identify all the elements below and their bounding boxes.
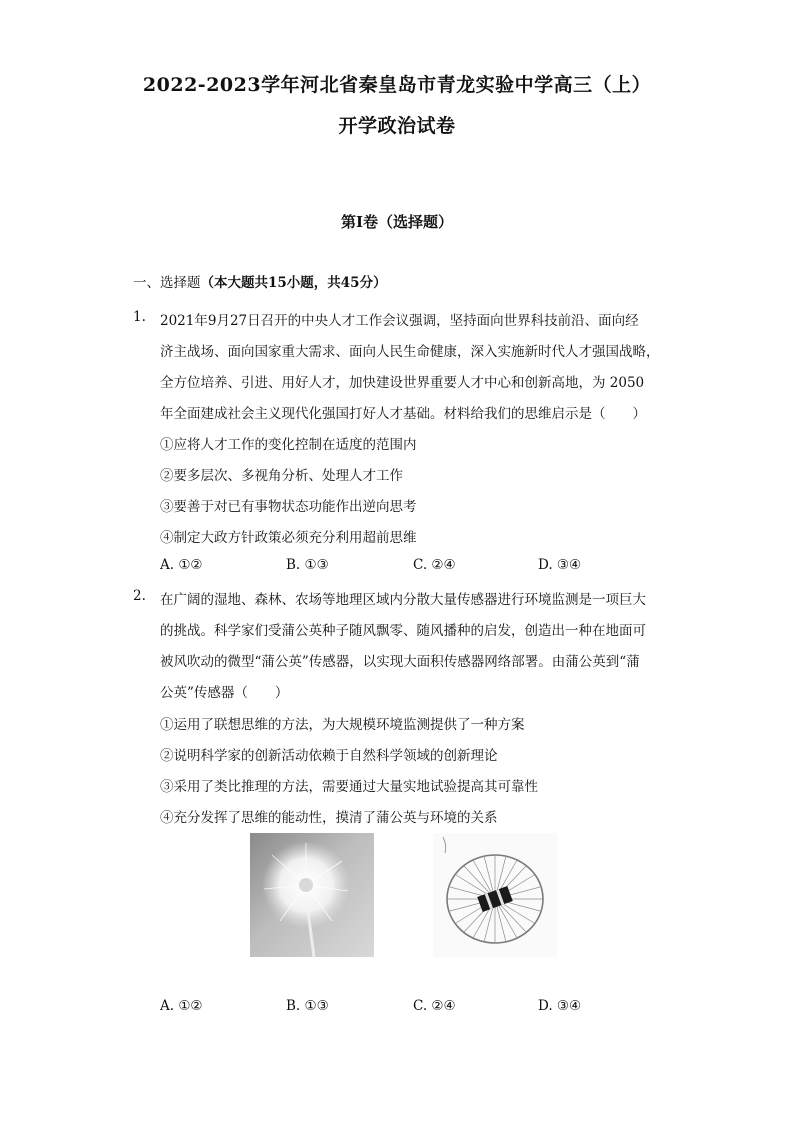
choice-a[interactable]: A. ①② [160,557,203,573]
question-2-statement: ②说明科学家的创新活动依赖于自然科学领域的创新理论 [160,748,498,764]
choice-c[interactable]: C. ②④ [413,998,456,1014]
choice-d[interactable]: D. ③④ [538,557,582,573]
choice-a[interactable]: A. ①② [160,998,203,1014]
question-2-line: 公英”传感器（ ） [160,685,289,701]
exam-title-line2: 开学政治试卷 [338,115,456,137]
part-header [133,271,387,291]
question-1-line: 年全面建成社会主义现代化强国打好人才基础。材料给我们的思维启示是（ ） [160,406,646,422]
question-1-line: 2021年9月27日召开的中央人才工作会议强调，坚持面向世界科技前沿、面向经 [160,313,639,329]
exam-title-line1: 2022-2023学年河北省秦皇岛市青龙实验中学高三（上） [142,74,652,96]
dandelion-photo [250,833,374,957]
question-1-statement: ②要多层次、多视角分析、处理人才工作 [160,468,403,484]
choice-b[interactable]: B. ①③ [286,557,329,573]
question-2-line: 的挑战。科学家们受蒲公英种子随风飘零、随风播种的启发，创造出一种在地面可 [160,623,646,639]
question-1-line: 济主战场、面向国家重大需求、面向人民生命健康，深入实施新时代人才强国战略， [160,344,660,360]
question-2-line: 被风吹动的微型“蒲公英”传感器，以实现大面积传感器网络部署。由蒲公英到“蒲 [160,654,640,670]
part-note: （本大题共15小题，共45分） [200,275,387,291]
question-1-statement: ④制定大政方针政策必须充分利用超前思维 [160,530,417,546]
section-title: 第I卷（选择题） [340,213,454,231]
question-1-statement: ③要善于对已有事物状态功能作出逆向思考 [160,499,417,515]
question-2-statement: ③采用了类比推理的方法，需要通过大量实地试验提高其可靠性 [160,779,538,795]
part-label: 一、选择题 [133,275,201,291]
question-1-line: 全方位培养、引进、用好人才，加快建设世界重要人才中心和创新高地，为 2050 [160,375,645,391]
dandelion-sensor-photo [433,833,557,957]
question-2-line: 在广阔的湿地、森林、农场等地理区域内分散大量传感器进行环境监测是一项巨大 [160,592,646,608]
question-2-statement: ④充分发挥了思维的能动性，摸清了蒲公英与环境的关系 [160,810,498,826]
choice-d[interactable]: D. ③④ [538,998,582,1014]
question-1-statement: ①应将人才工作的变化控制在适度的范围内 [160,437,417,453]
question-2-statement: ①运用了联想思维的方法，为大规模环境监测提供了一种方案 [160,717,525,733]
choice-c[interactable]: C. ②④ [413,557,456,573]
question-1-number: 1. [133,309,146,325]
choice-b[interactable]: B. ①③ [286,998,329,1014]
question-2-number: 2. [133,588,146,604]
